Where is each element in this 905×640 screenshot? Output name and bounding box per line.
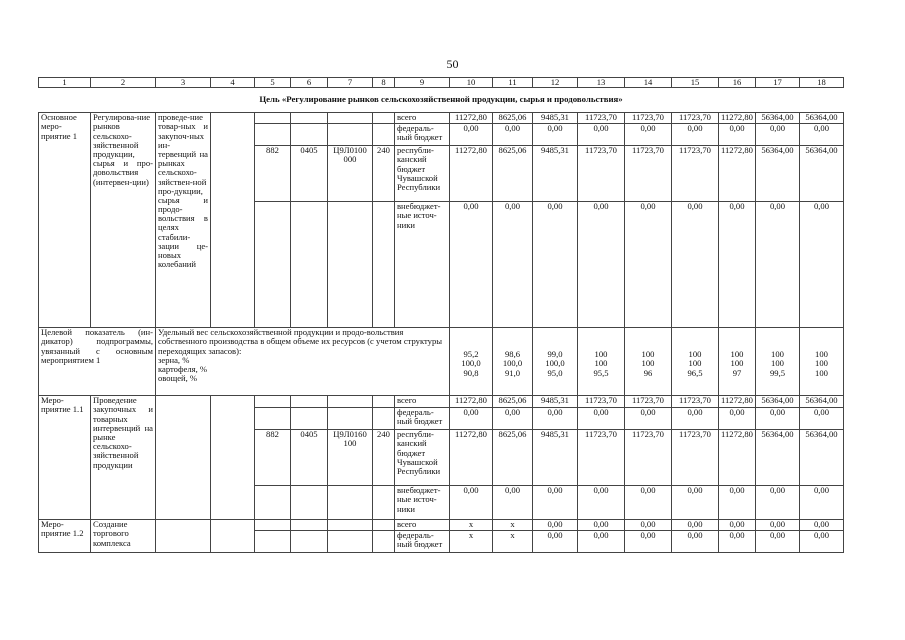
value-cell: 0,00	[719, 486, 756, 520]
indicator-value-cell	[800, 328, 844, 396]
value-cell: 0,00	[719, 202, 756, 328]
column-number: 16	[719, 78, 756, 88]
value-cell: 0,00	[493, 124, 533, 146]
value-cell: 0,00	[578, 520, 625, 531]
indicator-value: 100	[594, 349, 608, 360]
indicator-value-cell	[625, 328, 672, 396]
value-cell: 8625,06	[493, 146, 533, 202]
grbs-cell	[255, 520, 291, 531]
value-cell: 0,00	[625, 520, 672, 531]
value-cell: 11723,70	[672, 113, 719, 124]
column-number: 6	[291, 78, 328, 88]
csr-cell: Ц9Л0100 000	[328, 146, 373, 202]
indicator-value: 97	[732, 367, 742, 378]
source-federal: федераль-ный бюджет	[395, 408, 450, 430]
value-cell: 0,00	[719, 531, 756, 553]
value-cell: 0,00	[672, 408, 719, 430]
indicator-value: 100	[815, 349, 828, 360]
value-cell: 0,00	[578, 486, 625, 520]
vr-cell	[373, 531, 395, 553]
value-cell: 11272,80	[719, 396, 756, 408]
rzpr-cell	[291, 531, 328, 553]
column-number: 12	[533, 78, 578, 88]
value-cell: 11272,80	[450, 146, 493, 202]
source-federal: федераль-ный бюджет	[395, 531, 450, 553]
column-number: 11	[493, 78, 533, 88]
value-cell: 56364,00	[756, 396, 800, 408]
value-cell: 0,00	[533, 124, 578, 146]
value-cell: 8625,06	[493, 113, 533, 124]
value-cell: 56364,00	[800, 113, 844, 124]
indicator-label: Целевой показатель (ин-дикатор) подпрограммы, увязанный с основным мероприятием 1	[39, 328, 156, 396]
value-cell: 0,00	[800, 531, 844, 553]
value-cell: 11723,70	[672, 146, 719, 202]
source-total: всего	[395, 396, 450, 408]
event-1-1-label: Меро-приятие 1.1	[39, 396, 91, 520]
indicator-item: зерна, %	[158, 354, 190, 365]
value-cell: 0,00	[800, 124, 844, 146]
value-cell: 0,00	[625, 486, 672, 520]
value-cell: 11272,80	[719, 430, 756, 486]
grbs-cell: 882	[255, 430, 291, 486]
value-cell: 0,00	[800, 408, 844, 430]
indicator-value: 95,2	[463, 349, 479, 360]
indicator-value: 100	[730, 349, 744, 360]
value-cell: 11723,70	[625, 146, 672, 202]
indicator-value: 98,6	[504, 349, 521, 360]
vr-cell	[373, 202, 395, 328]
rzpr-cell	[291, 202, 328, 328]
source-republic: республи-канский бюджет Чувашской Республики	[395, 430, 450, 486]
indicator-item: овощей, %	[158, 373, 198, 384]
indicator-value: 99,0	[547, 349, 563, 360]
column-number: 4	[211, 78, 255, 88]
indicator-value: 100,0	[461, 358, 481, 369]
source-republic: республи-канский бюджет Чувашской Республики	[395, 146, 450, 202]
value-cell: 11272,80	[450, 113, 493, 124]
column-number: 17	[756, 78, 800, 88]
value-cell: 11723,70	[672, 396, 719, 408]
vr-cell: 240	[373, 146, 395, 202]
rzpr-cell	[291, 124, 328, 146]
value-cell: 11723,70	[578, 396, 625, 408]
value-cell: 0,00	[719, 124, 756, 146]
indicator-value: 100	[815, 358, 828, 369]
value-cell: 11723,70	[625, 113, 672, 124]
value-cell: 0,00	[719, 408, 756, 430]
column-number-row	[39, 78, 844, 88]
page-number: 50	[446, 57, 459, 71]
value-cell: 0,00	[800, 486, 844, 520]
value-cell: 11272,80	[450, 396, 493, 408]
indicator-value-cell	[719, 328, 756, 396]
csr-cell	[328, 124, 373, 146]
value-cell: 0,00	[578, 124, 625, 146]
value-cell: 56364,00	[756, 146, 800, 202]
indicator-value: 100,0	[502, 358, 523, 369]
grbs-cell	[255, 531, 291, 553]
csr-cell	[328, 531, 373, 553]
column-number: 5	[255, 78, 291, 88]
section-title: Цель «Регулирование рынков сельскохозяйственной продукции, сырья и продовольствия»	[39, 88, 844, 113]
indicator-value-cell	[533, 328, 578, 396]
value-cell: 0,00	[672, 520, 719, 531]
value-cell: 0,00	[533, 531, 578, 553]
grbs-cell: 882	[255, 146, 291, 202]
indicator-value-cell	[578, 328, 625, 396]
value-cell: 11723,70	[578, 146, 625, 202]
indicator-row	[39, 328, 844, 396]
event-1-1-purpose	[156, 396, 211, 520]
rzpr-cell	[291, 396, 328, 408]
rzpr-cell: 0405	[291, 146, 328, 202]
value-cell: 0,00	[625, 124, 672, 146]
value-cell: 56364,00	[800, 430, 844, 486]
event-1-2-name: Создание торгового комплекса	[91, 520, 156, 553]
indicator-value: 100	[594, 358, 608, 369]
source-total: всего	[395, 520, 450, 531]
value-cell: 0,00	[578, 202, 625, 328]
value-cell: 9485,31	[533, 396, 578, 408]
section-title-row	[39, 88, 844, 113]
value-cell: 0,00	[533, 486, 578, 520]
indicator-value: 100	[688, 349, 702, 360]
value-cell: 9485,31	[533, 146, 578, 202]
indicator-value: 100	[771, 349, 784, 360]
value-cell: 11723,70	[625, 396, 672, 408]
indicator-value: 100	[730, 358, 744, 369]
value-cell: 9485,31	[533, 113, 578, 124]
value-cell: 0,00	[756, 124, 800, 146]
indicator-value-cell	[672, 328, 719, 396]
value-cell: 0,00	[756, 531, 800, 553]
column-number: 14	[625, 78, 672, 88]
value-cell: 0,00	[756, 486, 800, 520]
csr-cell	[328, 408, 373, 430]
value-cell: 0,00	[672, 486, 719, 520]
value-cell: 9485,31	[533, 430, 578, 486]
indicator-value: 100	[641, 358, 655, 369]
value-cell: x	[450, 531, 493, 553]
table-row	[39, 113, 844, 124]
value-cell: 0,00	[493, 408, 533, 430]
main-event-purpose: проведе-ние товар-ных и закупоч-ных ин-тервенций на рынках сельскохо-зяйствен-ной про-дукции, сырья и продо-вольствия в целях стабили-зации це-новых колебаний	[156, 113, 211, 328]
value-cell: 11723,70	[578, 113, 625, 124]
grbs-cell	[255, 396, 291, 408]
value-cell: 11723,70	[625, 430, 672, 486]
indicator-value: 100	[641, 349, 655, 360]
rzpr-cell	[291, 520, 328, 531]
column-number: 10	[450, 78, 493, 88]
indicator-item: картофеля, %	[158, 363, 208, 374]
source-extra: внебюджет-ные источ-ники	[395, 202, 450, 328]
budget-table	[38, 77, 844, 553]
vr-cell	[373, 486, 395, 520]
value-cell: 11723,70	[578, 430, 625, 486]
value-cell: 0,00	[672, 531, 719, 553]
rzpr-cell	[291, 486, 328, 520]
indicator-value: 100	[771, 358, 784, 369]
value-cell: 0,00	[578, 408, 625, 430]
rzpr-cell	[291, 113, 328, 124]
column-number: 13	[578, 78, 625, 88]
table-row	[39, 520, 844, 531]
value-cell: 0,00	[719, 520, 756, 531]
source-extra: внебюджет-ные источ-ники	[395, 486, 450, 520]
vr-cell: 240	[373, 430, 395, 486]
grbs-cell	[255, 486, 291, 520]
vr-cell	[373, 113, 395, 124]
csr-cell	[328, 202, 373, 328]
event-1-1-responsible	[211, 396, 255, 520]
value-cell: 0,00	[533, 202, 578, 328]
value-cell: 11272,80	[719, 113, 756, 124]
column-number: 8	[373, 78, 395, 88]
column-number: 9	[395, 78, 450, 88]
vr-cell	[373, 520, 395, 531]
value-cell: 56364,00	[800, 396, 844, 408]
value-cell: 0,00	[533, 408, 578, 430]
vr-cell	[373, 396, 395, 408]
value-cell: 56364,00	[800, 146, 844, 202]
table-row	[39, 396, 844, 408]
value-cell: 11272,80	[719, 146, 756, 202]
value-cell: 8625,06	[493, 430, 533, 486]
event-1-2-label: Меро-приятие 1.2	[39, 520, 91, 553]
main-event-name: Регулирова-ние рынков сельскохо-зяйственной продукции, сырья и про-довольствия (интервен-ции)	[91, 113, 156, 328]
value-cell: 0,00	[756, 520, 800, 531]
vr-cell	[373, 408, 395, 430]
grbs-cell	[255, 202, 291, 328]
value-cell: 0,00	[672, 202, 719, 328]
value-cell: 11723,70	[672, 430, 719, 486]
value-cell: 0,00	[578, 531, 625, 553]
value-cell: 0,00	[450, 486, 493, 520]
indicator-value-cell	[450, 328, 493, 396]
indicator-value-cell	[493, 328, 533, 396]
value-cell: 8625,06	[493, 396, 533, 408]
value-cell: 56364,00	[756, 430, 800, 486]
value-cell: 0,00	[493, 202, 533, 328]
value-cell: x	[450, 520, 493, 531]
value-cell: 0,00	[756, 202, 800, 328]
indicator-text-cell	[156, 328, 450, 396]
indicator-value: 96	[643, 367, 653, 378]
indicator-value: 95,5	[593, 367, 609, 378]
csr-cell: Ц9Л0160 100	[328, 430, 373, 486]
value-cell: 0,00	[756, 408, 800, 430]
indicator-value: 100,0	[545, 358, 565, 369]
indicator-value: 100	[815, 367, 828, 378]
source-federal: федераль-ный бюджет	[395, 124, 450, 146]
csr-cell	[328, 113, 373, 124]
value-cell: x	[493, 520, 533, 531]
rzpr-cell: 0405	[291, 430, 328, 486]
csr-cell	[328, 396, 373, 408]
value-cell: 0,00	[800, 520, 844, 531]
column-number: 2	[91, 78, 156, 88]
grbs-cell	[255, 124, 291, 146]
column-number: 1	[39, 78, 91, 88]
csr-cell	[328, 520, 373, 531]
column-number: 15	[672, 78, 719, 88]
value-cell: 0,00	[625, 531, 672, 553]
source-total: всего	[395, 113, 450, 124]
value-cell: 0,00	[533, 520, 578, 531]
indicator-value: 96,5	[687, 367, 703, 378]
indicator-value: 100	[688, 358, 702, 369]
column-number: 18	[800, 78, 844, 88]
grbs-cell	[255, 408, 291, 430]
value-cell: 0,00	[450, 202, 493, 328]
indicator-value: 95,0	[547, 367, 563, 378]
value-cell: x	[493, 531, 533, 553]
column-number: 3	[156, 78, 211, 88]
value-cell: 0,00	[493, 486, 533, 520]
main-event-responsible	[211, 113, 255, 328]
rzpr-cell	[291, 408, 328, 430]
event-1-1-name: Проведение закупочных и товарных интервенций на рынке сельскохо-зяйственной продукции	[91, 396, 156, 520]
value-cell: 0,00	[450, 408, 493, 430]
indicator-value-cell	[756, 328, 800, 396]
vr-cell	[373, 124, 395, 146]
value-cell: 0,00	[450, 124, 493, 146]
value-cell: 11272,80	[450, 430, 493, 486]
value-cell: 0,00	[672, 124, 719, 146]
indicator-value: 90,8	[463, 367, 479, 378]
value-cell: 0,00	[800, 202, 844, 328]
csr-cell	[328, 486, 373, 520]
indicator-description: Удельный вес сельскохозяйственной продукции и продо-вольствия собственного производства в общем объеме их ресурсов (с учетом структуры переходящих запасов):	[158, 327, 443, 356]
value-cell: 0,00	[625, 202, 672, 328]
value-cell: 56364,00	[756, 113, 800, 124]
indicator-value: 91,0	[504, 367, 521, 378]
indicator-value: 99,5	[769, 367, 786, 378]
event-1-2-responsible	[211, 520, 255, 553]
grbs-cell	[255, 113, 291, 124]
event-1-2-purpose	[156, 520, 211, 553]
value-cell: 0,00	[625, 408, 672, 430]
column-number: 7	[328, 78, 373, 88]
main-event-label: Основное меро-приятие 1	[39, 113, 91, 328]
